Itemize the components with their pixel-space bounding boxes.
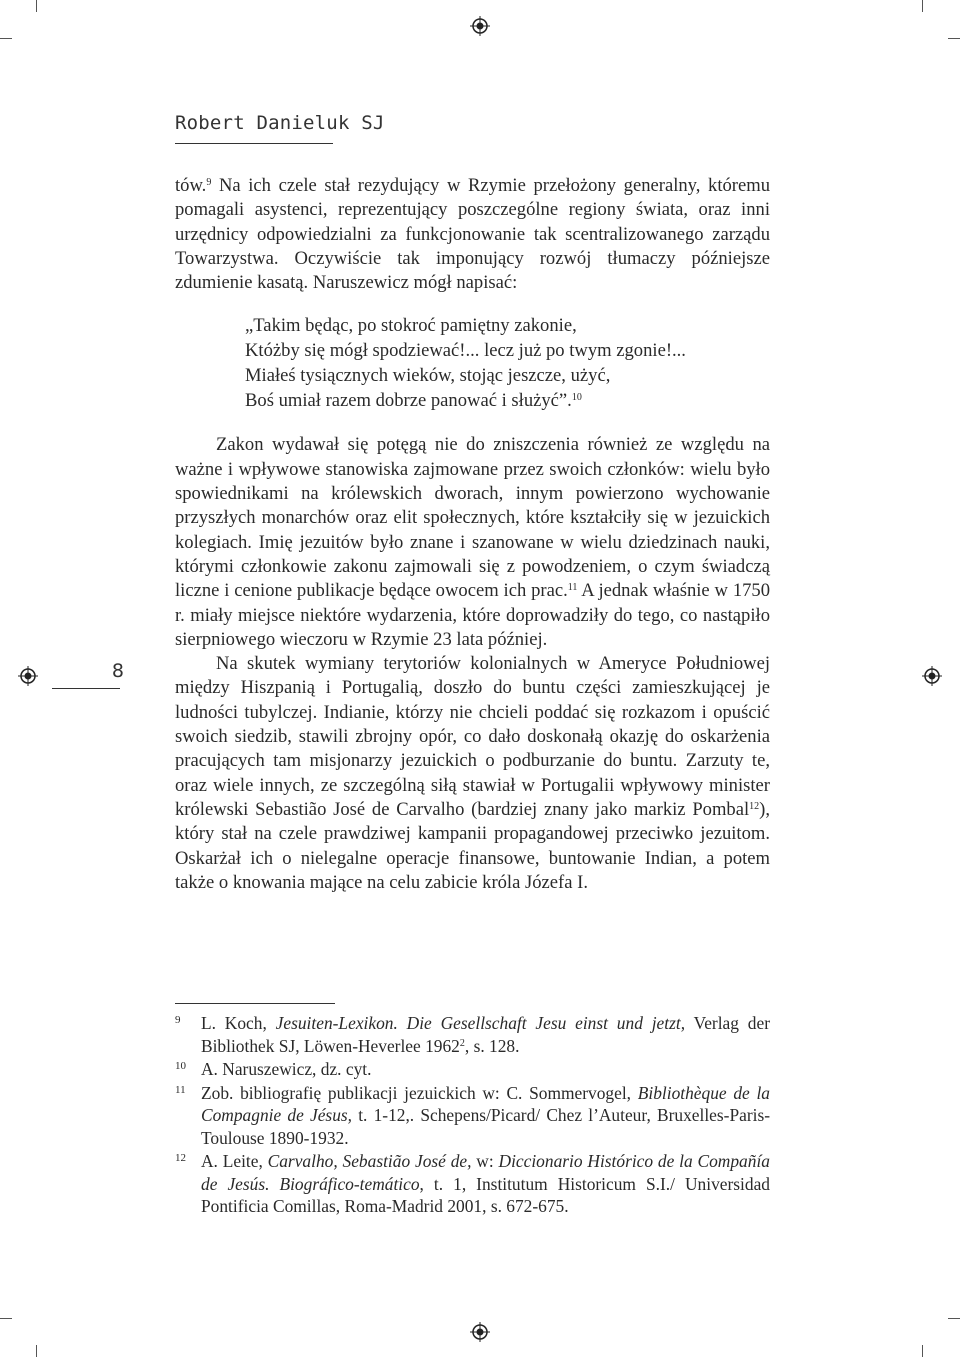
crop-mark (948, 1318, 960, 1319)
paragraph-text: Zakon wydawał się potęgą nie do zniszczenia również ze względu na ważne i wpływowe stanowiska zajmowane przez swoich członków: wielu było spowiednikami na królewskich dworach, innym powierzono wychowanie przyszłych monarchów oraz elit społecznych, które kształciły się w jezuickich kolegiach. Imię jezuitów było znane i szanowane w wielu dziedzinach nauki, którymi członkowie zakonu zajmowali się z powodzeniem, o czym świadczą liczne i cenione publikacje będące owocem ich prac. (175, 434, 770, 602)
paragraph-text: A jednak właśnie w 1750 r. miały miejsce niektóre wydarzenia, które doprowadziły do tego, co nastąpiło sierpniowego wieczoru w Rzymie 23 lata później. (175, 580, 771, 650)
footnote-segment: A. Leite, (201, 1151, 268, 1171)
footnote-text (201, 1059, 371, 1079)
registration-mark-icon (470, 16, 490, 36)
footnote (175, 1082, 770, 1150)
edition-superscript: 2 (459, 1037, 465, 1049)
footnote-segment: t. 1-12,. Schepens/Picard/ Chez l’Auteur, Bruxelles-Paris-Toulouse 1890-1932. (201, 1105, 771, 1148)
footnote-segment: L. Koch, (201, 1013, 276, 1033)
crop-mark (0, 38, 12, 39)
paragraph-lead: tów. (175, 175, 207, 196)
footnote-title: Diccionario Histórico de la Compañía de Jesús. Biográfico-temático (201, 1151, 770, 1194)
poem-line: Któżby się mógł spodziewać!... lecz już po twym zgonie!... (245, 340, 686, 362)
footnote-title: Jesuiten-Lexikon. Die Gesellschaft Jesu einst und jetzt, (275, 1013, 686, 1033)
paragraph-text: ), który stał na czele prawdziwej kampanii propagandowej przeciwko jezuitom. Oskarżał ich o nielegalne operacje finansowe, buntowanie Indian, a potem także o knowania mające na celu zabicie króla Józefa I. (175, 798, 770, 893)
footnotes (175, 1012, 770, 1219)
footnote-segment: , t. 1, Institutum Historicum S.I./ Universidad Pontificia Comillas, Roma-Madrid 2001, s. 672-675. (201, 1173, 770, 1216)
footnote-title: Bibliothèque de la Compagnie de Jésus, (201, 1082, 770, 1125)
poem-line-text: Boś umiał razem dobrze panować i służyć”. (245, 390, 572, 412)
paragraph-text: Na ich czele stał rezydujący w Rzymie przełożony generalny, któremu pomagali asystenci, reprezentujący poszczególne regiony świata, oraz inni urzędnicy odpowiedzialni za funkcjonowanie tak scentralizowanego zarządu Towarzystwa. Oczywiście tak imponujący rozwój tłumaczy późniejsze zdumienie kasatą. Naruszewicz mógł napisać: (175, 175, 770, 294)
registration-mark-icon (922, 666, 942, 686)
footnote-segment: A. Naruszewicz, dz. cyt. (201, 1059, 372, 1079)
footnote-ref[interactable]: 11 (567, 582, 578, 594)
footnote-ref[interactable]: 10 (571, 392, 582, 404)
poem-line-last (245, 388, 770, 413)
body-text (175, 174, 770, 895)
footnote (175, 1150, 770, 1218)
footnote-segment: , s. 128. (464, 1035, 520, 1056)
footnote-number: 9 (175, 1014, 181, 1026)
poem-quote (245, 313, 770, 413)
footnote-title: Carvalho, Sebastião José de, (267, 1151, 472, 1171)
footnote-segment: w: (471, 1151, 499, 1171)
crop-mark (36, 0, 37, 12)
header-rule (175, 143, 333, 144)
footnote-number: 12 (175, 1152, 186, 1164)
footnote-segment: Zob. bibliografię publikacji jezuickich w: C. Sommervogel, (201, 1082, 638, 1103)
poem-line: Miałeś tysiącznych wieków, stojąc jeszcze, użyć, (245, 365, 611, 387)
running-header-author: Robert Danieluk SJ (175, 112, 385, 134)
footnote (175, 1012, 770, 1057)
poem-line: „Takim będąc, po stokroć pamiętny zakonie, (245, 315, 577, 337)
crop-mark (922, 0, 923, 12)
crop-mark (948, 38, 960, 39)
crop-mark (922, 1345, 923, 1357)
footnote-segment: Verlag der Bibliothek SJ, Löwen-Heverlee 1962 (201, 1013, 770, 1056)
footnote-ref[interactable]: 12 (749, 800, 760, 812)
registration-mark-icon (470, 1322, 490, 1342)
footnote-text (201, 1151, 770, 1216)
page-number-rule (52, 688, 120, 689)
crop-mark (36, 1345, 37, 1357)
paragraph (175, 174, 770, 295)
crop-mark (0, 1318, 12, 1319)
footnote-number: 10 (175, 1060, 186, 1072)
page-number: 8 (111, 660, 124, 682)
footnote-ref[interactable]: 9 (206, 177, 212, 188)
paragraph-text: Na skutek wymiany terytoriów kolonialnych w Ameryce Południowej między Hiszpanią i Portugalią, doszło do buntu części zamieszkującej je ludności tubylczej. Indianie, którzy nie chcieli poddać się rozkazom i opuścić swoich siedzib, stawili zbrojny opór, co dało doskonałą okazję do oskarżenia pracujących tam misjonarzy jezuickich o podburzanie do buntu. Zarzuty te, oraz wiele innych, ze szczególną siłą stawiał w Portugalii wpływowy minister królewski Sebastião José de Carvalho (bardziej znany jako markiz Pombal (175, 653, 770, 820)
registration-mark-icon (18, 666, 38, 686)
footnote (175, 1058, 770, 1081)
footnote-separator (175, 1003, 335, 1004)
footnote-text (201, 1083, 770, 1148)
footnote-number: 11 (175, 1083, 186, 1096)
paragraph (175, 433, 770, 652)
footnote-text (201, 1013, 770, 1056)
paragraph (175, 652, 770, 895)
